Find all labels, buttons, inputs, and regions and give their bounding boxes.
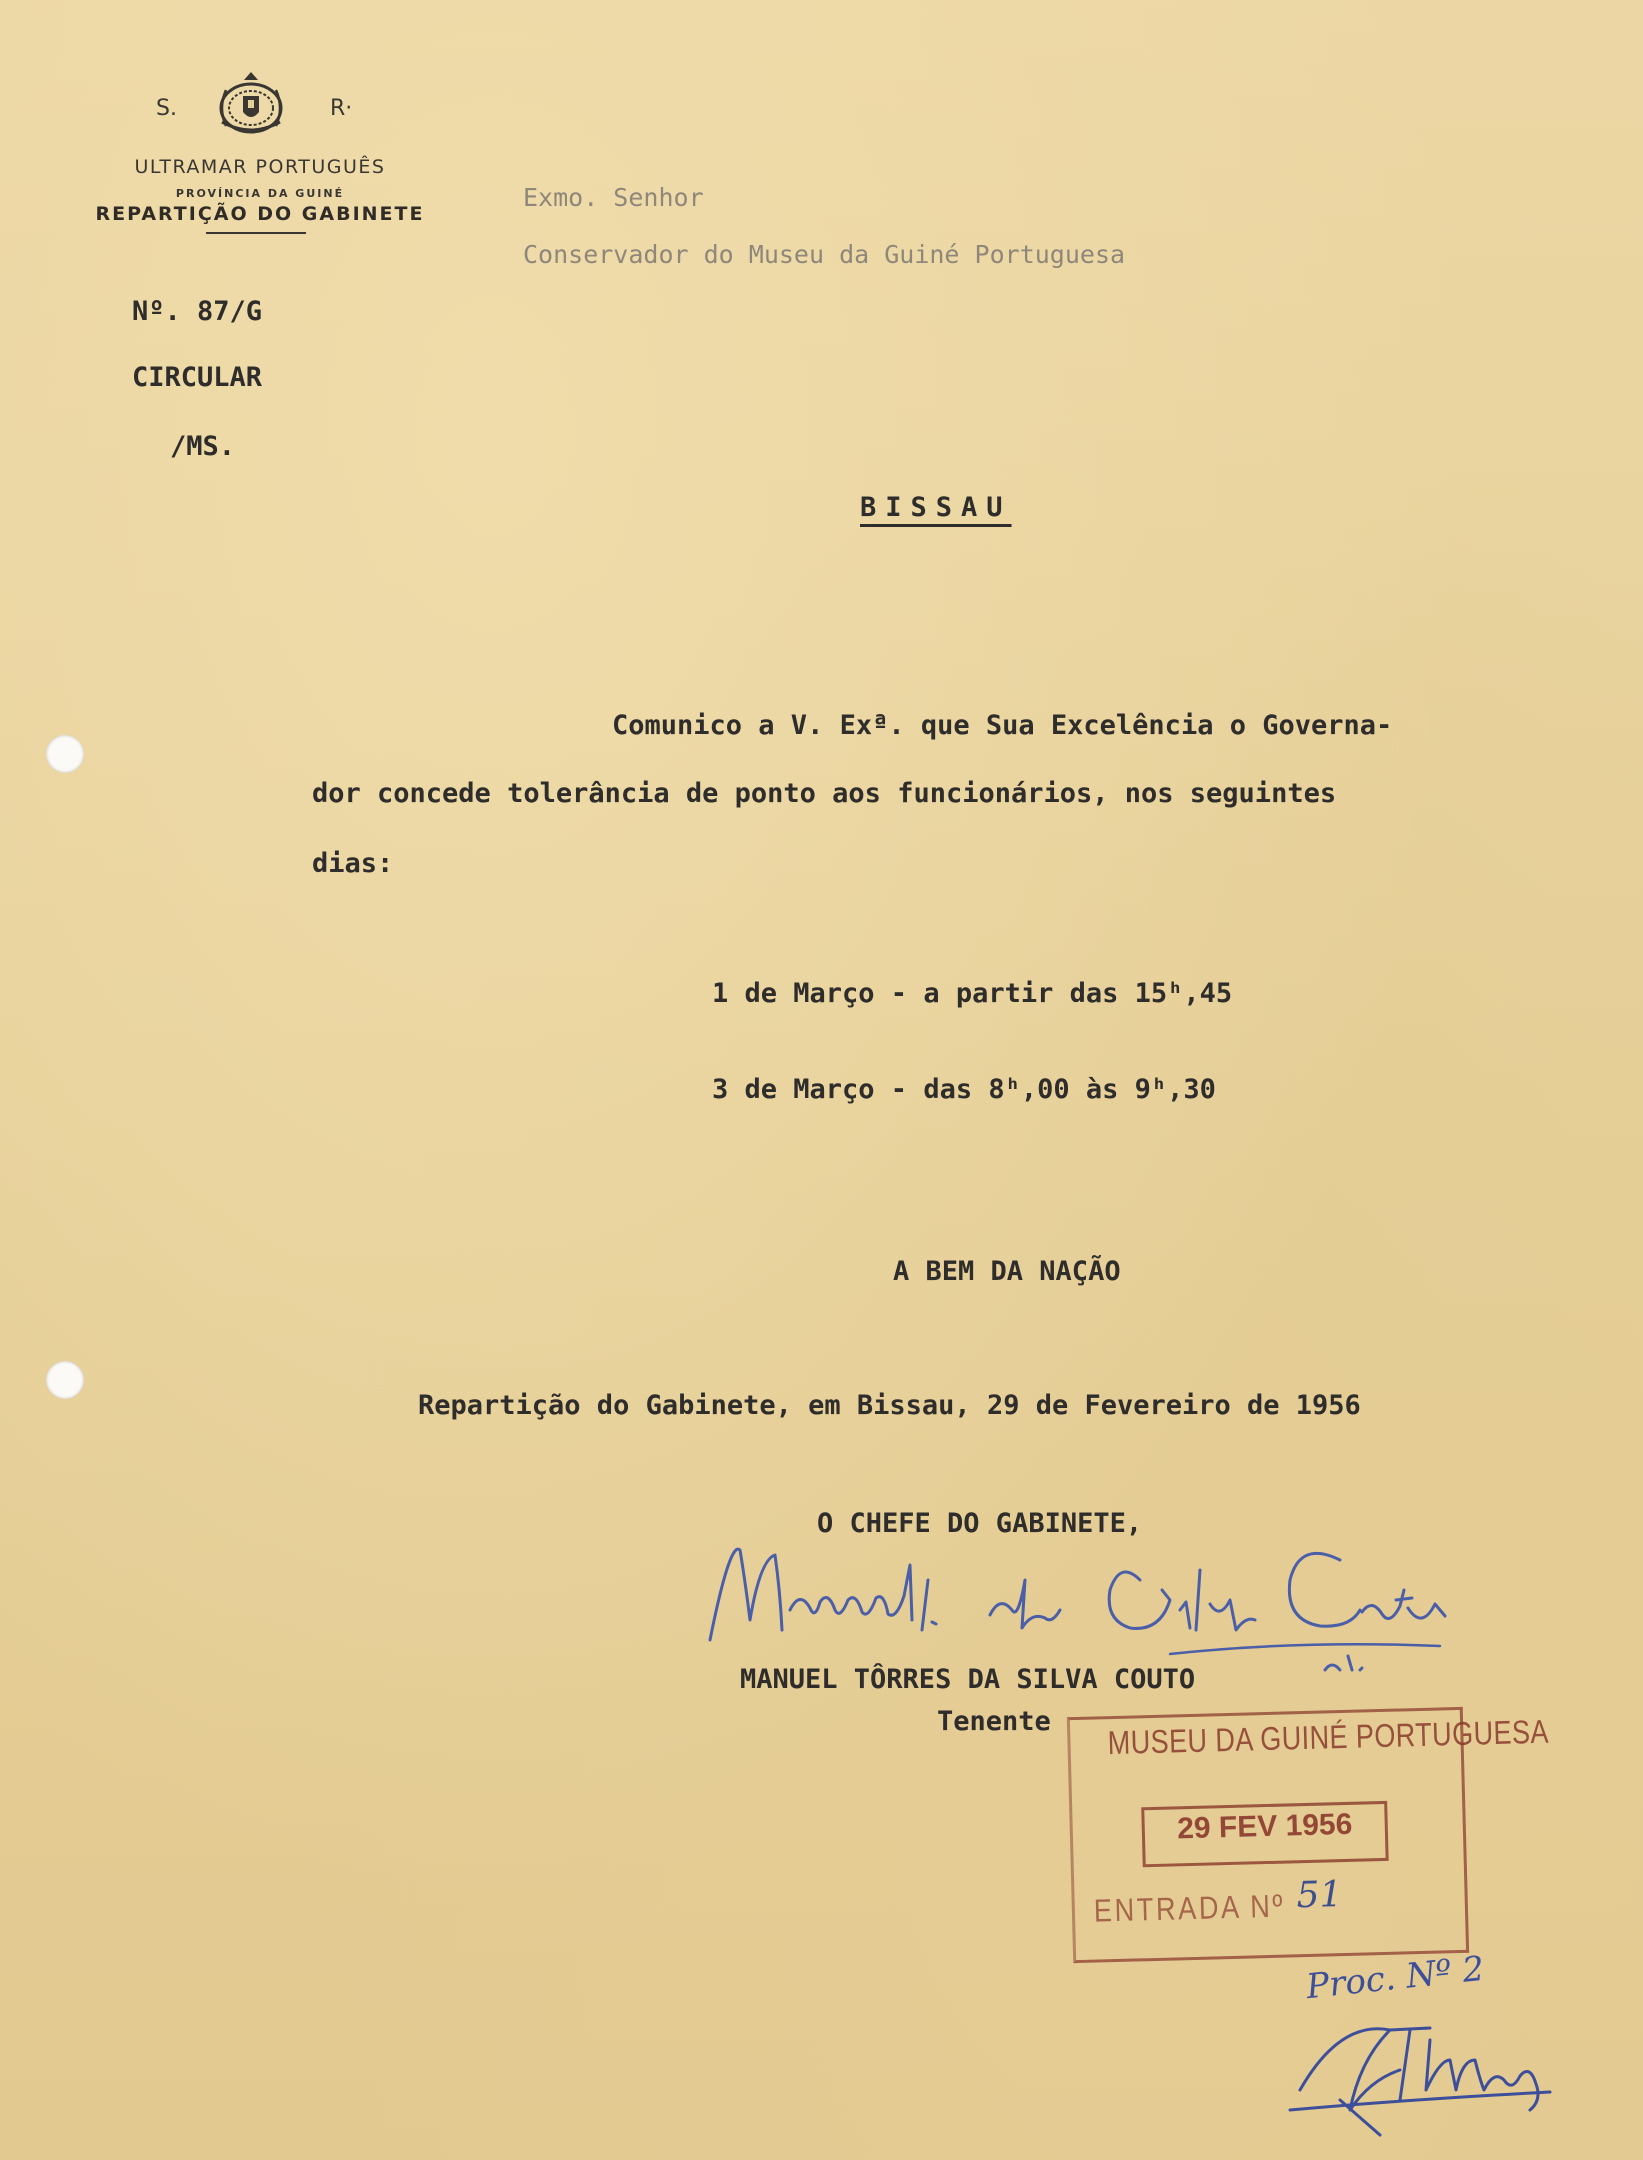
motto: A BEM DA NAÇÃO bbox=[893, 1256, 1121, 1287]
body-line-1: Comunico a V. Exª. que Sua Excelência o Governa- bbox=[612, 710, 1393, 741]
coat-of-arms-icon bbox=[214, 70, 288, 142]
punch-hole bbox=[46, 1361, 84, 1399]
stamp-entry-number: 51 bbox=[1296, 1874, 1343, 1917]
letterhead-rule bbox=[206, 232, 306, 234]
signature bbox=[700, 1520, 1460, 1670]
letterhead-province: PROVÍNCIA DA GUINÉ bbox=[175, 187, 345, 200]
reference-type: CIRCULAR bbox=[132, 362, 263, 393]
stamp-date: 29 FEV 1956 bbox=[1176, 1807, 1353, 1846]
signoff: O CHEFE DO GABINETE, bbox=[817, 1508, 1143, 1539]
addressee-salutation: Exmo. Senhor bbox=[523, 183, 704, 212]
letterhead-r: R· bbox=[330, 96, 353, 121]
punch-hole bbox=[46, 735, 84, 773]
stamp-museum-name: MUSEU DA GUINÉ PORTUGUESA bbox=[1107, 1712, 1550, 1762]
body-line-3: dias: bbox=[312, 848, 394, 879]
letterhead-overseas: ULTRAMAR PORTUGUÊS bbox=[134, 156, 386, 178]
body-line-2: dor concede tolerância de ponto aos funcionários, nos seguintes bbox=[312, 778, 1337, 809]
signer-rank: Tenente bbox=[937, 1706, 1051, 1737]
place-heading: BISSAU bbox=[860, 492, 1012, 523]
handwritten-initials bbox=[1280, 2000, 1580, 2140]
reference-initials: /MS. bbox=[170, 431, 236, 462]
day-item-1: 1 de Março - a partir das 15ʰ,45 bbox=[712, 978, 1233, 1009]
letterhead-department: REPARTIÇÃO DO GABINETE bbox=[95, 203, 425, 225]
handwritten-annotation: Proc. Nº 2 bbox=[1304, 1948, 1487, 2008]
museum-stamp bbox=[1067, 1707, 1550, 1965]
signer-name: MANUEL TÔRRES DA SILVA COUTO bbox=[740, 1664, 1196, 1695]
reference-number: Nº. 87/G bbox=[132, 296, 263, 327]
addressee-title: Conservador do Museu da Guiné Portuguesa bbox=[523, 240, 1126, 269]
day-item-2: 3 de Março - das 8ʰ,00 às 9ʰ,30 bbox=[712, 1074, 1216, 1105]
dateline: Repartição do Gabinete, em Bissau, 29 de Fevereiro de 1956 bbox=[418, 1390, 1361, 1421]
letterhead-s: S. bbox=[156, 96, 177, 121]
stamp-entrada: ENTRADA Nº bbox=[1093, 1887, 1286, 1929]
